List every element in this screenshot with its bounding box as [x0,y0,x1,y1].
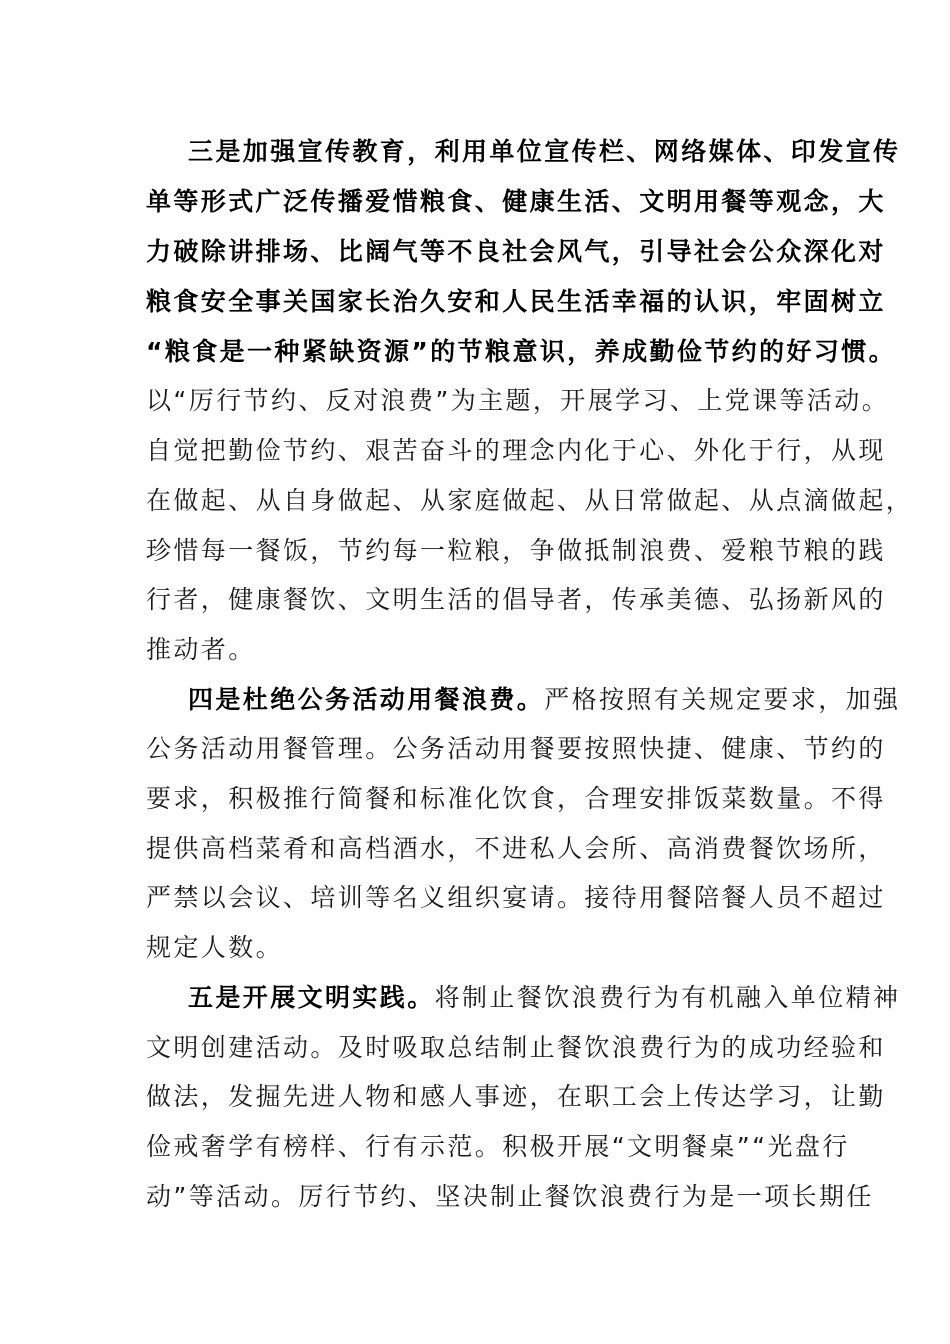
paragraph-4-heading: 四是杜绝公务活动用餐浪费。 [188,685,545,714]
paragraph-3-line-11: 推动者。 [146,635,256,664]
paragraph-4-line-3: 要求，积极推行简餐和标准化饮食，合理安排饭菜数量。不得 [146,784,886,813]
paragraph-4-line-6: 规定人数。 [146,933,284,962]
paragraph-5-line-5: 动”等活动。厉行节约、坚决制止餐饮浪费行为是一项长期任 [146,1182,874,1211]
paragraph-5-line-1 [188,980,900,1016]
paragraph-5-line-1-text: 将制止餐饮浪费行为有机融入单位精神 [434,983,901,1012]
paragraph-4-line-5: 严禁以会议、培训等名义组织宴请。接待用餐陪餐人员不超过 [146,883,886,912]
paragraph-4-line-1 [188,682,900,718]
paragraph-4-line-2: 公务活动用餐管理。公务活动用餐要按照快捷、健康、节约的 [146,734,886,763]
paragraph-3-line-6: 以“厉行节约、反对浪费”为主题，开展学习、上党课等活动。 [146,386,890,415]
paragraph-5-line-3: 做法，发掘先进人物和感人事迹，在职工会上传达学习，让勤 [146,1082,886,1111]
paragraph-3-line-9: 珍惜每一餐饭，节约每一粒粮，争做抵制浪费、爱粮节粮的践 [146,536,886,565]
paragraph-3-line-1: 三是加强宣传教育，利用单位宣传栏、网络媒体、印发宣传 [188,137,901,166]
paragraph-3-line-2: 单等形式广泛传播爱惜粮食、健康生活、文明用餐等观念，大 [146,187,886,216]
paragraph-4-line-4: 提供高档菜肴和高档酒水，不进私人会所、高消费餐饮场所， [146,834,886,863]
paragraph-5-line-2: 文明创建活动。及时吸取总结制止餐饮浪费行为的成功经验和 [146,1033,886,1062]
paragraph-3-line-10: 行者，健康餐饮、文明生活的倡导者，传承美德、弘扬新风的 [146,585,886,614]
paragraph-3-line-4: 粮食安全事关国家长治久安和人民生活幸福的认识，牢固树立 [146,287,886,316]
paragraph-3-line-5: “粮食是一种紧缺资源”的节粮意识，养成勤俭节约的好习惯。 [146,337,897,366]
paragraph-3-line-8: 在做起、从自身做起、从家庭做起、从日常做起、从点滴做起， [146,486,914,515]
paragraph-3-line-7: 自觉把勤俭节约、艰苦奋斗的理念内化于心、外化于行，从现 [146,436,886,465]
paragraph-5-line-4: 俭戒奢学有榜样、行有示范。积极开展“文明餐桌”“光盘行 [146,1132,850,1161]
paragraph-3-line-3: 力破除讲排场、比阔气等不良社会风气，引导社会公众深化对 [146,237,886,266]
paragraph-5-heading: 五是开展文明实践。 [188,983,435,1012]
paragraph-4-line-1-text: 严格按照有关规定要求，加强 [544,685,901,714]
